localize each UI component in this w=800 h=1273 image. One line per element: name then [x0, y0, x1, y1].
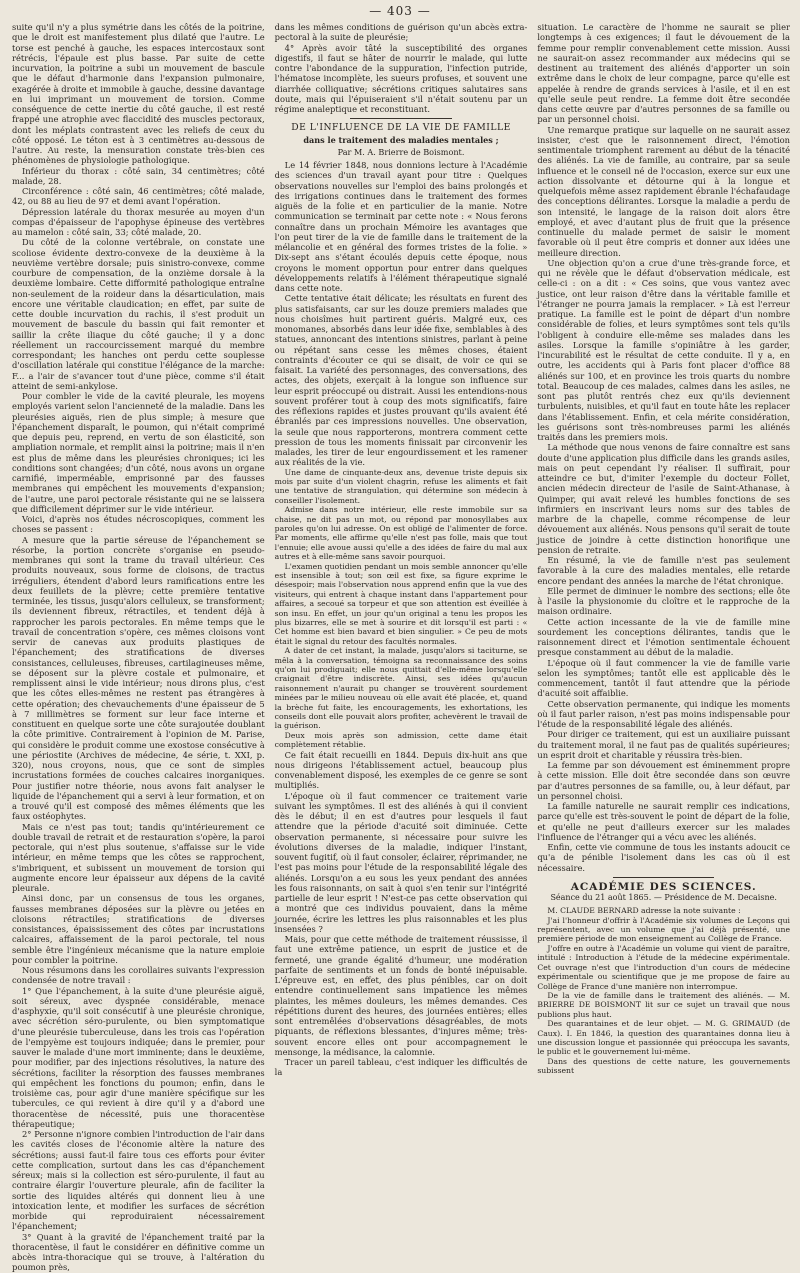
paragraph: Enfin, cette vie commune de tous les instants adoucit ce qu'a de pénible l'isolement dans les cas où il est nécessaire.: [537, 842, 791, 873]
paragraph: Cette action incessante de la vie de famille mine sourdement les conceptions délirantes, tandis que le raisonnement direct et l'émotion sentimentale échouent presque constamment au début de la maladie.: [537, 616, 791, 658]
paragraph: En résumé, la vie de famille n'est pas seulement favorable à la cure des maladies mentales, elle retarde encore pendant des années la marche de l'état chronique.: [537, 555, 791, 586]
paragraph: 1° Que l'épanchement, à la suite d'une pleurésie aiguë, soit séreux, avec dyspnée considérable, menace d'asphyxie, qu'il soit consécutif à une pleurésie chronique, avec sécrétion séro-purulente, ou bien symptomatique d'une pleurésie tuberculeuse, dans les trois cas l'opération de l'empyème est toujours indiquée; dans le premier, pour sauver le malade d'une mort imminente; dans le deuxième, pour modifier, par des injections résolutives, la nature des sécrétions, faciliter la résorption des fausses membranes qui empêchent les fonctions du poumon; enfin, dans le troisième cas, pour agir d'une manière spécifique sur les tubercules, ce qui revient à dire qu'il y a d'abord une thoracentèse de nécessité, puis une thoracentèse thérapeutique;: [12, 985, 265, 1129]
paragraph: Une remarque pratique sur laquelle on ne saurait assez insister, c'est que le raisonnement direct, l'émotion sentimentale triomphent rarement au début de la ténacité des aliénés. La vie de famille, au contraire, par sa seule influence et le conseil né de l'occasion, exerce sur eux une action dissolvante et détourne qui à la longue et quelquefois même assez rapidement ébranle l'échafaudage des conceptions délirantes. Lorsque la maladie a perdu de son intensité, le langage de la raison doit alors être employé, et avec d'autant plus de fruit que la présence continuelle du malade permet de saisir le moment favorable où il peut être compris et donner aux idées une meilleure direction.: [537, 124, 791, 258]
paragraph: Circonférence : côté sain, 46 centimètres; côté malade, 42, ou 88 au lieu de 97 et demi avant l'opération.: [12, 186, 265, 207]
paragraph: Inférieur du thorax : côté sain, 34 centimètres; côté malade, 28.: [12, 165, 265, 186]
paragraph: Cette observation permanente, qui indique les moments où il faut parler raison, n'est pas moins indispensable pour l'étude de la responsabilité légale des aliénés.: [537, 698, 791, 729]
paragraph: Tracer un pareil tableau, c'est indiquer les difficultés de la: [274, 1057, 528, 1078]
paragraph: Cette tentative était délicate; les résultats en furent des plus satisfaisants, car sur les douze premiers malades que nous choisîmes huit partirent guéris. Malgré eux, ces monomanes, absorbés dans leur idée fixe, semblables à des statues, annoncant des intentions sinistres, parlant à peine ou répétant sans cesse les mêmes choses, étaient contraints d'écouter ce qui se disait, de voir ce qui se faisait. La variété des personnages, des conversations, des actes, des objets, exerçait à la longue son influence sur leur esprit préoccupé ou distrait. Aussi les entendions-nous souvent proférer tout à coup des mots significatifs, faire des réflexions rapides et justes prouvant qu'ils avaient été ébranlés par ces impressions nouvelles. Une observation, la seule que nous rapporterons, montrera comment cette pression de tous les moments finissait par circonvenir les malades, les tirer de leur engourdissement et les ramener aux réalités de la vie.: [274, 293, 528, 468]
case-paragraph: Une dame de cinquante-deux ans, devenue triste depuis six mois par suite d'un violent chagrin, refuse les aliments et fait une tentative de strangulation, qui détermine son médecin à conseiller l'isolement.: [274, 467, 528, 505]
paragraph: Voici, d'après nos études nécroscopiques, comment les choses se passent :: [12, 514, 265, 535]
paragraph: Du côté de la colonne vertébrale, on constate une scoliose évidente dextro-convexe de la deuxième à la neuvième vertèbre dorsale; puis sinistro-convexe, comme courbure de compensation, de la onzième dorsale à la deuxième lombaire. Cette difformité pathologique entraîne non-seulement de la roideur dans la désarticulation, mais encore une véritable claudication; en effet, par suite de cette double incurvation du rachis, il s'est produit un mouvement de bascule du bassin qui fait remonter et saillir la crête iliaque du côté gauche; il y a donc réellement un raccourcissement marqué du membre correspondant; les hanches ont perdu cette souplesse d'oscillation latérale qui constitue l'élégance de la marche: F... a l'air de s'avancer tout d'une pièce, comme s'il était atteint de semi-ankylose.: [12, 237, 265, 391]
case-paragraph: L'examen quotidien pendant un mois semble annoncer qu'elle est insensible à tout; son œil est fixe, sa figure exprime le désespoir; mais l'observation nous apprend enfin que la vue des visiteurs, qui entrent à chaque instant dans l'appartement pour affaires, a secoué sa torpeur et que son attention est éveillée à son insu. En effet, un jour qu'un original a tenu les propos les plus bizarres, elle se met à sourire et dit lorsqu'il est parti : « Cet homme est bien bavard et bien singulier. » Ce peu de mots était le signal du retour des facultés normales.: [274, 561, 528, 646]
academy-heading: ACADÉMIE DES SCIENCES.: [570, 880, 757, 893]
paragraph: situation. Le caractère de l'homme ne saurait se plier longtemps à ces exigences; il faut le dévouement de la femme pour remplir convenablement cette mission. Aussi ne saurait-on assez recommander aux médecins qui se destinent au traitement des aliénés d'apporter un soin extrême dans le choix de leur compagne, parce qu'elle est appelée à rendre de grands services à l'asile, et il en est qu'elle seule peut rendre. La femme doit être secondée dans cette œuvre par d'autres personnes de sa famille ou par un personnel choisi.: [537, 22, 791, 125]
paragraph: Une objection qu'on a crue d'une très-grande force, et qui ne révèle que le défaut d'observation médicale, est celle-ci : on a dit : « Ces soins, que vous vantez avec justice, ont leur raison d'être dans la véritable famille et l'étranger ne pourra jamais la remplacer. » Là est l'erreur pratique. La famille est le point de départ d'un nombre considérable de folies, et leurs symptômes sont tels qu'ils l'obligent à conduire elle-même ses malades dans les asiles. Lorsque la famille s'opiniâtre à les garder, l'incurabilité est le résultat de cette conduite. Il y a, en outre, les accidents qui à Paris font placer d'office 88 aliénés sur 100, et en province les trois quarts du nombre total. Beaucoup de ces malades, calmes dans les asiles, ne sont pas plutôt rentrés chez eux qu'ils deviennent turbulents, nuisibles, et qu'il faut en toute hâte les replacer dans l'établissement. Enfin, et cela mérite considération, les guérisons sont très-nombreuses parmi les aliénés traités dans les premiers mois.: [537, 257, 791, 442]
paragraph: Mais, pour que cette méthode de traitement réussisse, il faut une extrême patience, un esprit de justice et de fermeté, une grande égalité d'humeur, une modération parfaite de sentiments et un fonds de bonté inépuisable. L'épreuve est, en effet, des plus pénibles, car on doit entendre continuellement sans impatience les mêmes plaintes, les mêmes douleurs, les mêmes demandes. Ces répétitions durent des heures, des journées entières; elles sont entremêlées d'observations désagréables, de mots piquants, de réflexions blessantes, d'injures même; très-souvent encore elles ont pour accompagnement le mensonge, la médisance, la calomnie.: [274, 934, 528, 1057]
article-title: DE L'INFLUENCE DE LA VIE DE FAMILLE: [291, 122, 511, 134]
column-1: [12, 22, 265, 1273]
paragraph: Dépression latérale du thorax mesurée au moyen d'un compas d'épaisseur de l'apophyse épineuse des vertèbres au mamelon : côté sain, 33; côté malade, 20.: [12, 206, 265, 237]
academy-paragraph: J'offre en outre à l'Académie un volume qui vient de paraître, intitulé : Introduction à l'étude de la médecine expérimentale. Cet ouvrage n'est que l'introduction d'un cours de médecine expérimentale ou scientifique que je me propose de faire au Collège de France d'une manière non interrompue.: [537, 943, 791, 991]
section-divider: [350, 118, 451, 119]
paragraph: L'époque où il faut commencer ce traitement varie suivant les symptômes. Il est des aliénés à qui il convient dès le début; il en est d'autres pour lesquels il faut attendre que la période d'acuité soit diminuée. Cette observation permanente, si nécessaire pour suivre les évolutions diverses de la maladie, indiquer l'instant, souvent fugitif, où il faut consoler, éclairer, réprimander, ne l'est pas moins pour l'étude de la responsabilité légale des aliénés. Lorsqu'on a eu sous les yeux pendant des années les fous raisonnants, on sait à quoi s'en tenir sur l'intégrité partielle de leur esprit ! N'est-ce pas cette observation qui a montré que ces individus pouvaient, dans la même journée, écrire les lettres les plus raisonnables et les plus insensées ?: [274, 790, 528, 934]
session-date: Séance du 21 août 1865. — Présidence de M. Decaisne.: [550, 893, 777, 902]
article-subtitle: dans le traitement des maladies mentales ;: [303, 134, 499, 145]
paragraph: Nous résumons dans les corollaires suivants l'expression condensée de notre travail :: [12, 965, 265, 986]
columns: [12, 22, 791, 1273]
column-2: [275, 22, 528, 1182]
paragraph: Mais ce n'est pas tout; tandis qu'intérieurement ce double travail de retrait et de restauration s'opère, la paroi pectorale, qui n'est plus soutenue, s'affaisse sur le vide intérieur, en même temps que les côtes se rapprochent, s'imbriquent, et subissent un mouvement de torsion qui augmente encore leur épaisseur aux dépens de la cavité pleurale.: [12, 821, 265, 893]
academy-paragraph: De la vie de famille dans le traitement des aliénés. — M. BRIERRE DE BOISMONT lit sur ce sujet un travail que nous publions plus haut.: [537, 990, 791, 1019]
page-number: — 403 —: [369, 4, 431, 18]
case-paragraph: A dater de cet instant, la malade, jusqu'alors si taciturne, se mêla à la conversation, témoigna sa reconnaissance des soins qu'on lui prodiguait; elle nous quittait d'elle-même lorsqu'elle craignait d'être indiscrète. Ainsi, ses idées qu'aucun raisonnement n'aurait pu changer se trouvèrent sourdement minées par le milieu nouveau où elle avait été placée, et, quand la brèche fut faite, les encouragements, les exhortations, les conseils dont elle pouvait alors profiter, achevèrent le travail de la guérison.: [274, 646, 528, 731]
case-paragraph: Admise dans notre intérieur, elle reste immobile sur sa chaise, ne dit pas un mot, ou répond par monosyllabes aux paroles qu'on lui adresse. On est obligé de l'alimenter de force. Par moments, elle affirme qu'elle n'est pas folle, mais que tout l'ennuie; elle avoue aussi qu'elle a des idées de faire du mal aux autres et à elle-même sans savoir pourquoi.: [274, 505, 528, 562]
paragraph: Pour combler le vide de la cavité pleurale, les moyens employés varient selon l'ancienneté de la maladie. Dans les pleurésies aiguës, rien de plus simple; à mesure que l'épanchement disparaît, le poumon, qui n'était comprimé que depuis peu, reprend, en vertu de son élasticité, son ampliation normale, et remplit ainsi la poitrine; mais il n'en est plus de même dans les pleurésies chroniques; ici les conditions sont changées; d'un côté, nous avons un organe carnifié, imperméable, emprisonné par des fausses membranes qui empêchent les mouvements d'expansion; de l'autre, une paroi pectorale résistante qui ne se laissera que difficilement déprimer sur le vide intérieur.: [12, 391, 265, 514]
paragraph: La méthode que nous venons de faire connaître est sans doute d'une application plus difficile dans les grands asiles, mais on peut cependant l'y réaliser. Il suffirait, pour atteindre ce but, d'imiter l'exemple du docteur Follet, ancien médecin directeur de l'asile de Saint-Athanase, à Quimper, qui avait relevé les humbles fonctions de ses infirmiers en inscrivant leurs noms sur des tables de marbre de la chapelle, comme récompense de leur dévouement aux aliénés. Nous pensons qu'il serait de toute justice de joindre à cette distinction honorifique une pension de retraite.: [537, 442, 791, 555]
paragraph: 3° Quant à la gravité de l'épanchement traité par la thoracentèse, il faut le considérer en définitive comme un abcès intra-thoracique qui se trouve, à l'altération du poumon près,: [12, 1231, 265, 1273]
case-paragraph: Deux mois après son admission, cette dame était complètement rétablie.: [274, 730, 528, 750]
academy-paragraph: J'ai l'honneur d'offrir à l'Académie six volumes de Leçons qui représentent, avec un volume que j'ai déjà présenté, une première période de mon enseignement au Collège de France.: [537, 915, 791, 944]
paragraph: Elle permet de diminuer le nombre des sections; elle ôte à l'asile la physionomie du cloître et le rapproche de la maison ordinaire.: [537, 585, 791, 617]
academy-paragraph: M. CLAUDE BERNARD adresse la note suivante :: [547, 906, 741, 916]
paragraph: Le 14 février 1848, nous donnions lecture à l'Académie des sciences d'un travail ayant pour titre : Quelques observations nouvelles sur l'emploi des bains prolongés et des irrigations continues dans le traitement des formes aiguës de la folie et en particulier de la manie. Notre communication se terminait par cette note : « Nous ferons connaître dans un prochain Mémoire les avantages que l'on peut tirer de la vie de famille dans le traitement de la mélancolie et en général des formes tristes de la folie. » Dix-sept ans s'étant écoulés depuis cette époque, nous croyons le moment opportun pour entrer dans quelques développements relatifs à l'élément thérapeutique signalé dans cette note.: [274, 160, 528, 293]
paragraph: dans les mêmes conditions de guérison qu'un abcès extra-pectoral à la suite de pleurésie;: [274, 22, 528, 43]
paragraph: Pour diriger ce traitement, qui est un auxiliaire puissant du traitement moral, il ne faut pas de qualités supérieures; un esprit droit et charitable y réussira très-bien.: [537, 729, 791, 760]
paragraph: La femme par son dévouement est éminemment propre à cette mission. Elle doit être secondée dans son œuvre par d'autres personnes de sa famille, ou, à leur défaut, par un personnel choisi.: [537, 760, 791, 801]
paragraph: La famille naturelle ne saurait remplir ces indications, parce qu'elle est très-souvent le point de départ de la folie, et qu'elle ne peut d'ailleurs exercer sur les malades l'influence de l'étranger qui a vécu avec les aliénés.: [537, 801, 791, 842]
paragraph: Ce fait était recueilli en 1844. Depuis dix-huit ans que nous dirigeons l'établissement actuel, beaucoup plus convenablement disposé, les exemples de ce genre se sont multipliés.: [274, 749, 528, 791]
paragraph: A mesure que la partie séreuse de l'épanchement se résorbe, la portion concrète s'organise en pseudo-membranes qui sont la trame du travail ultérieur. Ces produits nouveaux, sous forme de cloisons, de tractus irréguliers, étendent d'abord leurs ramifications entre les deux feuillets de la plèvre; cette première tentative terminée, les tissus, jusqu'alors celluleux, se transforment; ils deviennent fibreux, rétractiles, et tendent déjà à rapprocher les parois pectorales. En même temps que le travail de concentration s'opère, ces mêmes cloisons vont servir de canevas aux produits plastiques de l'épanchement; des stratifications de diverses consistances, celluleuses, fibreuses, cartilagineuses même, se déposent sur la plèvre costale et pulmonaire, et remplissent ainsi le vide intérieur; nous dirons plus, c'est que les côtes elles-mêmes ne restent pas étrangères à cette opération; des chevauchements d'une épaisseur de 5 à 7 millimètres se forment sur leur face interne et constituent en quelque sorte une côte surajoutée doublant la côte primitive. Contrairement à l'opinion de M. Parise, qui considère le produit comme une exostose consécutive à une périostite (Archives de médecine, 4e série, t. XXI, p. 320), nous croyons, nous, que ce sont de simples incrustations formées de couches calcaires inorganiques. Pour justifier notre théorie, nous avons fait analyser le liquide de l'épanchement qui a servi à leur formation, et on a trouvé qu'il est composé des mêmes éléments que les faux ostéophytes.: [12, 534, 265, 822]
paragraph: suite qu'il n'y a plus symétrie dans les côtés de la poitrine, que le droit est manifestement plus dilaté que l'autre. Le torse est penché à gauche, les espaces intercostaux sont rétrécis, l'épaule est plus basse. Par suite de cette incurvation, la poitrine a subi un mouvement de bascule que le défaut d'harmonie dans l'expansion pulmonaire, exagérée à droite et immobile à gauche, dessine davantage en lui imprimant un mouvement de torsion. Comme conséquence de cette inertie du côté gauche, il est resté frappé une atrophie avec flaccidité des muscles pectoraux, dont les méplats contrastent avec les reliefs de ceux du côté opposé. Le téton est à 3 centimètres au-dessous de l'autre. Au reste, la mensuration constate très-bien ces phénomènes de physiologie pathologique.: [12, 22, 265, 166]
academy-paragraph: Des quarantaines et de leur objet. — M. G. GRIMAUD (de Caux). I. En 1846, la question des quarantaines donna lieu à une discussion longue et passionnée qui préoccupa les savants, le public et le gouvernement lui-même.: [537, 1019, 791, 1057]
academy-paragraph: Dans des questions de cette nature, les gouvernements subissent: [537, 1056, 791, 1076]
article-author: Par M. A. Brierre de Boismont.: [337, 146, 465, 157]
column-3: [537, 22, 790, 1182]
paragraph: 2° Personne n'ignore combien l'introduction de l'air dans les cavités closes de l'économie altère la nature des sécrétions; aussi faut-il faire tous ces efforts pour éviter cette complication, surtout dans les cas d'épanchement séreux; mais si la collection est séro-purulente, il faut au contraire élargir l'ouverture pleurale, afin de faciliter la sortie des liquides altérés qui donnent lieu à une intoxication lente, et modifier les surfaces de sécrétion morbide qui reproduiraient nécessairement l'épanchement;: [12, 1129, 265, 1232]
paragraph: Ainsi donc, par un consensus de tous les organes, fausses membranes déposées sur la plèvre ou jetées en cloisons rétractiles; stratifications de diverses consistances, épaississement des côtes par incrustations calcaires, affaissement de la paroi pectorale, tel nous semble être l'ingénieux mécanisme que la nature emploie pour combler la poitrine.: [12, 893, 265, 965]
paragraph: L'époque où il faut commencer la vie de famille varie selon les symptômes; tantôt elle est applicable dès le commencement, tantôt il faut attendre que la période d'acuité soit affaiblie.: [537, 657, 791, 699]
paragraph: 4° Après avoir tâté la susceptibilité des organes digestifs, il faut se hâter de nourrir le malade, qui lutte contre l'abondance de la suppuration, l'infection putride, l'hématose incomplète, les sueurs profuses, et souvent une diarrhée colliquative; sécrétions critiques salutaires sans doute, mais qui l'épuiseraient s'il n'était soutenu par un régime analeptique et reconstituant.: [274, 42, 528, 114]
section-divider: [613, 877, 714, 878]
